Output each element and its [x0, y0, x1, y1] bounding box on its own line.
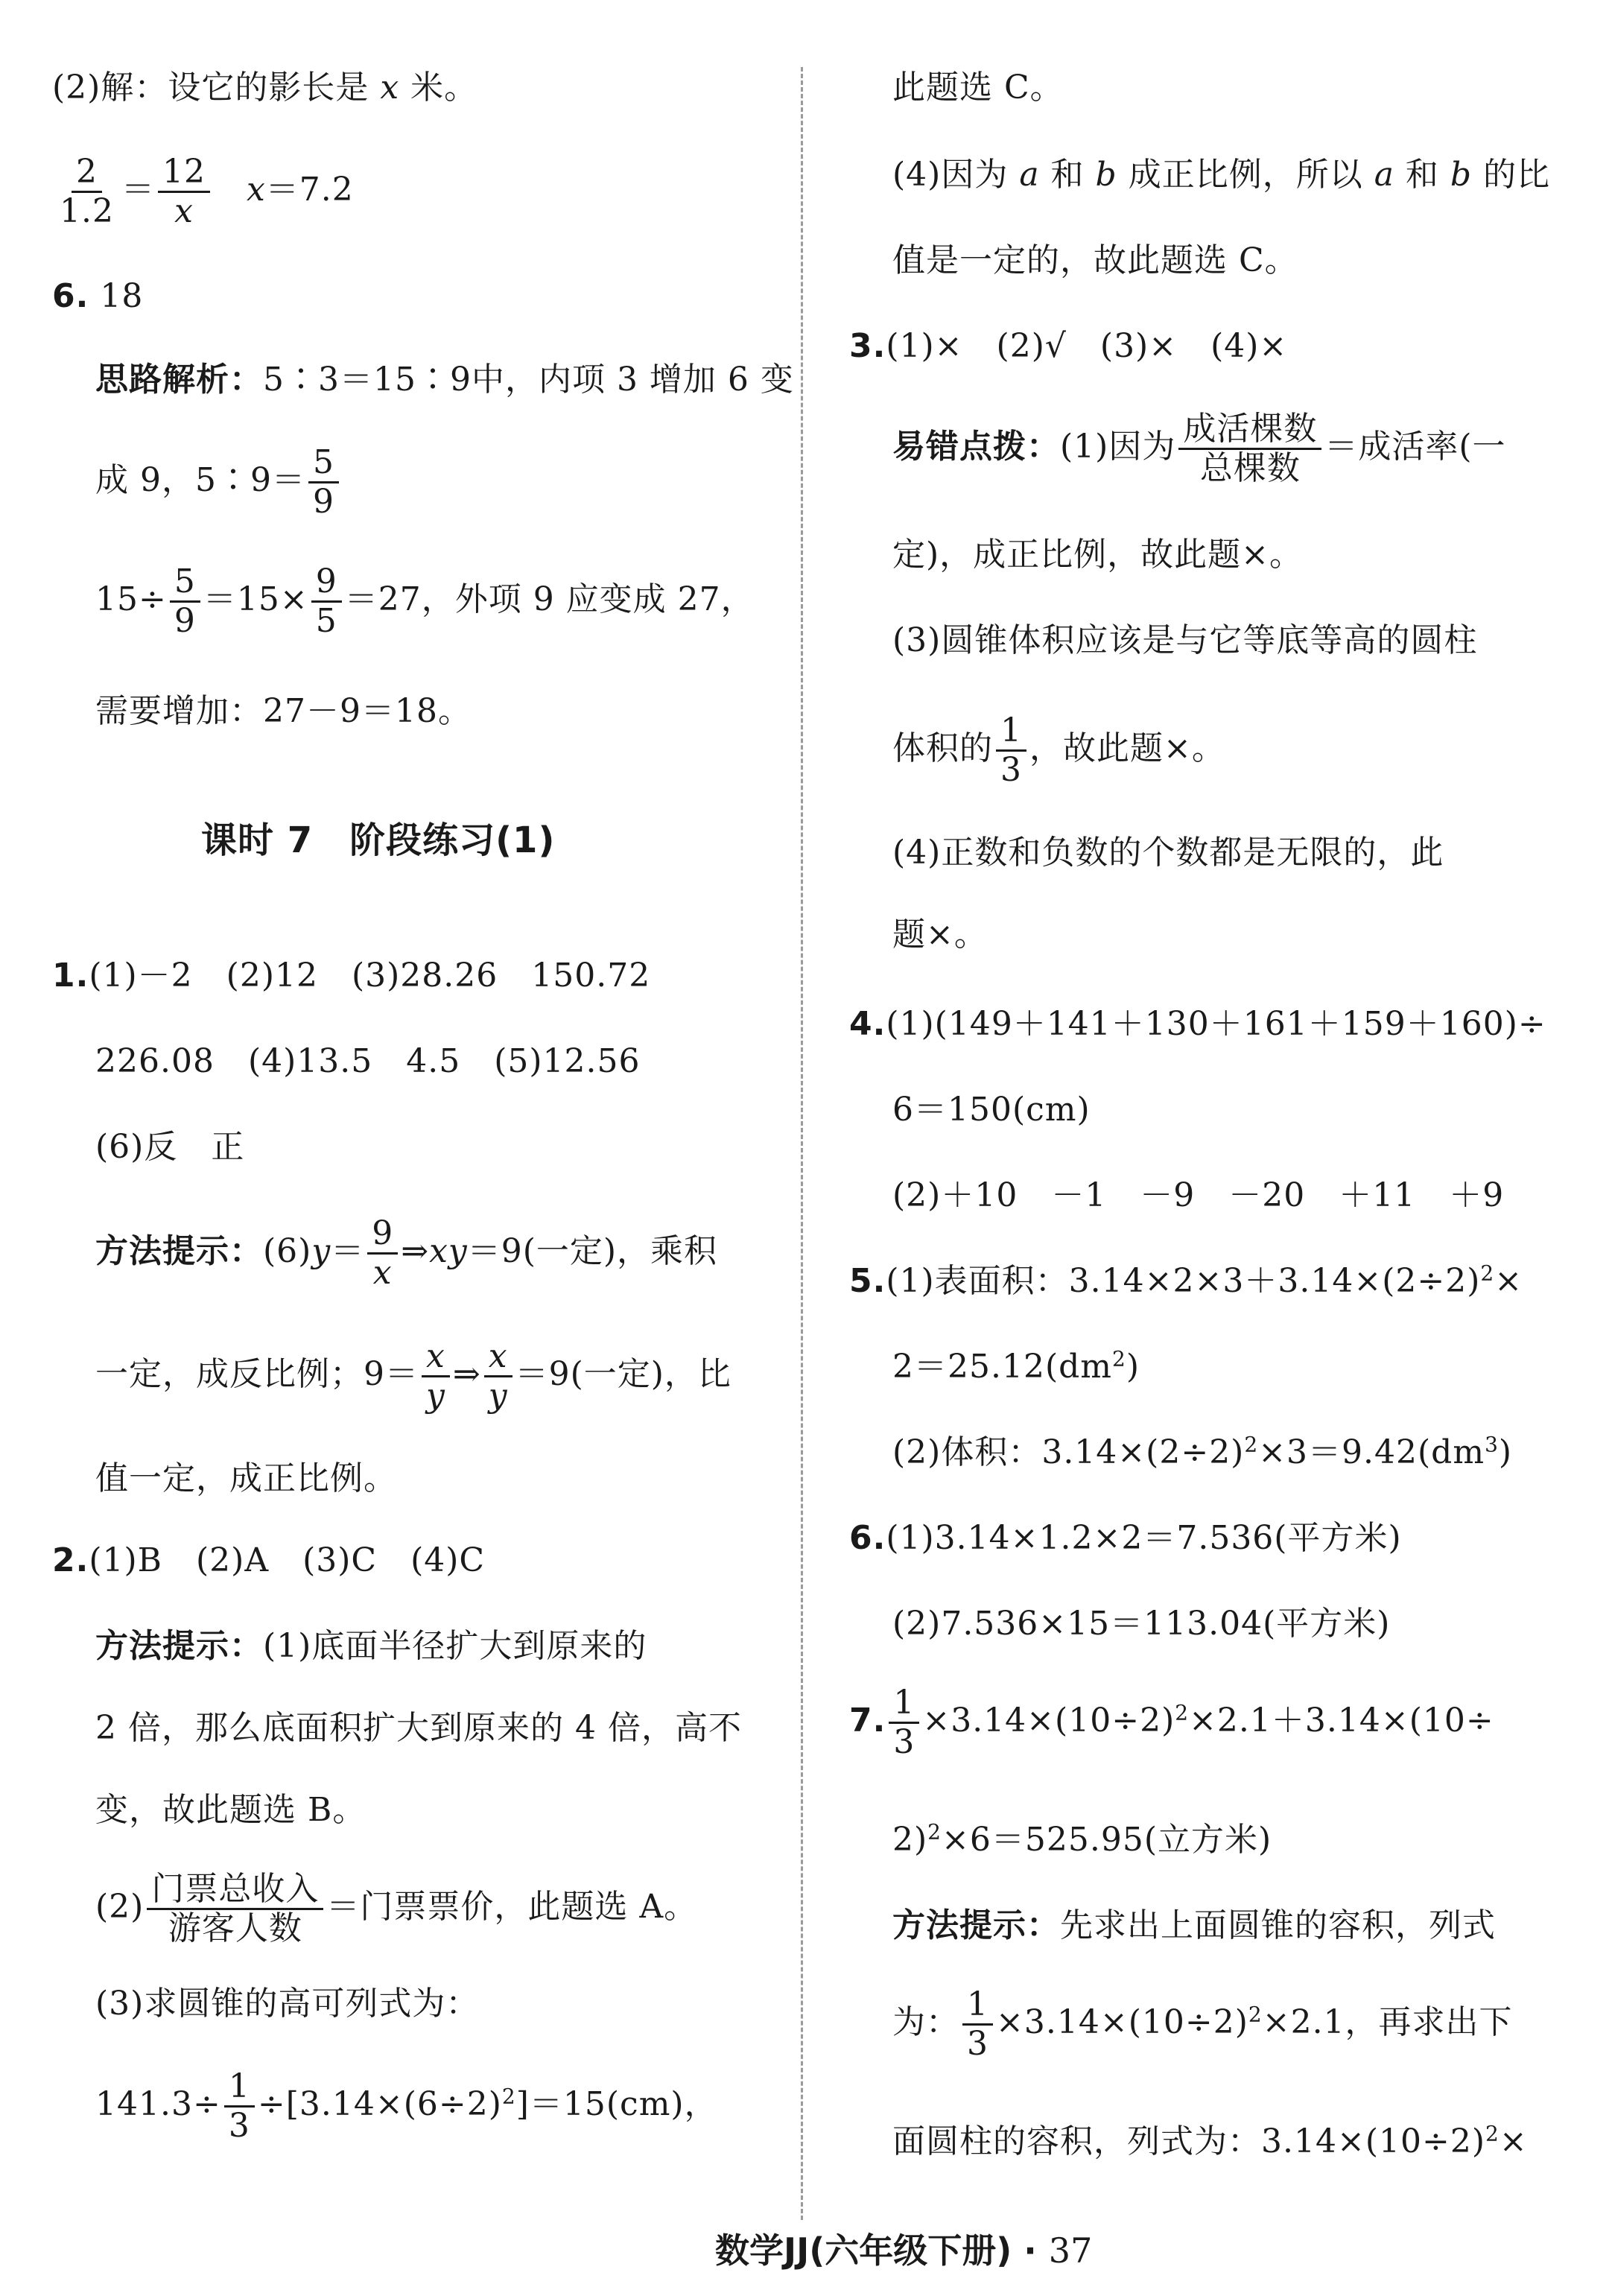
q6-analysis-4: 需要增加：27－9＝18。 [95, 692, 472, 730]
q6-analysis-2: 成 9，5∶9＝ $\frac{5}{9}$ [95, 440, 342, 521]
q2-hint-4: (2) $\frac{\text{门票总收入}}{\text{游客人数}}$ ＝门票票价，此题选 A。 [95, 1870, 698, 1947]
q2-hint-5: (3)求圆锥的高可列式为： [95, 1985, 480, 2023]
q1-line-2: 226.08 (4)13.5 4.5 (5)12.56 [95, 1042, 641, 1080]
question-1: 1.(1)－2 (2)12 (3)28.26 150.72 [52, 957, 651, 995]
q4-line-2: 6＝150(cm) [892, 1091, 1091, 1129]
q2-hint-6: 141.3÷ $\frac{1}{3}$ $\div[3.14\times(6\div 2)^2]=15(cm)$， [95, 2067, 718, 2145]
question-2: 2.(1)B (2)A (3)C (4)C [52, 1541, 486, 1579]
q3-hint-6: 题×。 [892, 916, 988, 954]
q4-line-3: (2)＋10 －1 －9 －20 ＋11 ＋9 [892, 1176, 1505, 1214]
question-7: 7. $\frac{1}{3}$ $\times 3.14\times(10\div 2)^2\times 2.1+3.14\times(10\div$ [849, 1684, 1494, 1761]
fraction: $\frac{x}{y}$ [484, 1338, 512, 1415]
q6b-line-2: (2)7.536×15＝113.04(平方米) [892, 1605, 1391, 1643]
fraction: $\frac{1}{3}$ [889, 1684, 919, 1761]
question-6: 6. 18 [52, 277, 144, 315]
fraction: $\frac{1}{3}$ [996, 712, 1026, 789]
column-divider [801, 67, 803, 2220]
q1-hint-3: 值一定，成正比例。 [95, 1459, 397, 1497]
q2-hint-3: 变，故此题选 B。 [95, 1791, 366, 1829]
fraction: $\frac{\text{成活棵数}}{\text{总棵数}}$ [1178, 410, 1321, 487]
fraction: $\frac{5}{9}$ [170, 563, 200, 640]
question-3: 3.(1)× (2)√ (3)× (4)× [849, 327, 1288, 365]
fraction: $\frac{x}{y}$ [422, 1338, 450, 1415]
q1-line-3: (6)反 正 [95, 1128, 245, 1166]
q7-hint-2: 为： $\frac{1}{3}$ $\times 3.14\times(10\div 2)^2\times 2.1$，再求出下 [892, 1985, 1513, 2063]
fraction: $\frac{2}{1.2}$ [60, 153, 114, 230]
q3-hint-3: (3)圆锥体积应该是与它等底等高的圆柱 [892, 621, 1478, 659]
q3-hint: 易错点拨：(1)因为 $\frac{\text{成活棵数}}{\text{总棵数}}$ ＝成活率(一 [892, 410, 1506, 487]
q1-hint: 方法提示：(6)y＝ $\frac{9}{x}$ ⇒xy＝9(一定)，乘积 [95, 1214, 718, 1292]
page-footer: 数学JJ(六年级下册) · 37 [715, 2230, 1093, 2271]
q2-hint: 方法提示：(1)底面半径扩大到原来的 [95, 1627, 647, 1665]
question-5: 5.(1)表面积：$3.14\times 2\times 3+3.14\times(2\div 2)^2\times$ [849, 1260, 1523, 1300]
fraction: $\frac{9}{x}$ [367, 1215, 398, 1292]
q3-hint-4: 体积的 $\frac{1}{3}$ ，故此题×。 [892, 711, 1225, 789]
q6-analysis: 思路解析：5∶3＝15∶9中，内项 3 增加 6 变 [95, 361, 794, 399]
q2-continued: 此题选 C。 [892, 69, 1064, 107]
fraction: $\frac{9}{5}$ [311, 563, 342, 640]
fraction: $\frac{5}{9}$ [308, 444, 339, 521]
q7-hint: 方法提示：先求出上面圆锥的容积，列式 [892, 1906, 1496, 1944]
equation-line: $\frac{2}{1.2}$ ＝ $\frac{12}{x}$ x＝7.2 [52, 149, 354, 231]
q1-hint-2: 一定，成反比例；9＝ $\frac{x}{y}$ ⇒ $\frac{x}{y}$ ＝9(一定)，比 [95, 1337, 731, 1415]
fraction: $\frac{1}{3}$ [962, 1986, 993, 2063]
q6-analysis-3: 15÷ $\frac{5}{9}$ ＝15× $\frac{9}{5}$ ＝27，外项 9 应变成 27， [95, 562, 755, 640]
q7-hint-3: 面圆柱的容积，列式为：$3.14\times(10\div 2)^2\times$ [892, 2121, 1528, 2160]
q2-hint-2: 2 倍，那么底面积扩大到原来的 4 倍，高不 [95, 1709, 742, 1747]
q5-line-2: $2=25.12(dm^2)$ [892, 1346, 1140, 1386]
answer-line: (2)解：设它的影长是 x 米。 [52, 69, 478, 107]
question-4: 4.(1)(149＋141＋130＋161＋159＋160)÷ [849, 1005, 1546, 1043]
fraction: $\frac{\text{门票总收入}}{\text{游客人数}}$ [147, 1871, 323, 1947]
fraction: $\frac{12}{x}$ [158, 153, 210, 230]
q7-line-2: 2)$^2$×6＝525.95(立方米) [892, 1819, 1272, 1859]
question-6b: 6.(1)3.14×1.2×2＝7.536(平方米) [849, 1519, 1402, 1557]
q2-part4-2: 值是一定的，故此题选 C。 [892, 241, 1298, 279]
q5-line-3: (2)体积：$3.14\times(2\div 2)^2\times 3=9.42(dm^3)$ [892, 1432, 1513, 1471]
q3-hint-2: 定)，成正比例，故此题×。 [892, 536, 1304, 574]
q2-part4: (4)因为 a 和 b 成正比例，所以 a 和 b 的比 [892, 156, 1551, 194]
fraction: $\frac{1}{3}$ [224, 2068, 255, 2145]
section-title: 课时 7 阶段练习(1) [201, 819, 556, 861]
q3-hint-5: (4)正数和负数的个数都是无限的，此 [892, 834, 1444, 872]
